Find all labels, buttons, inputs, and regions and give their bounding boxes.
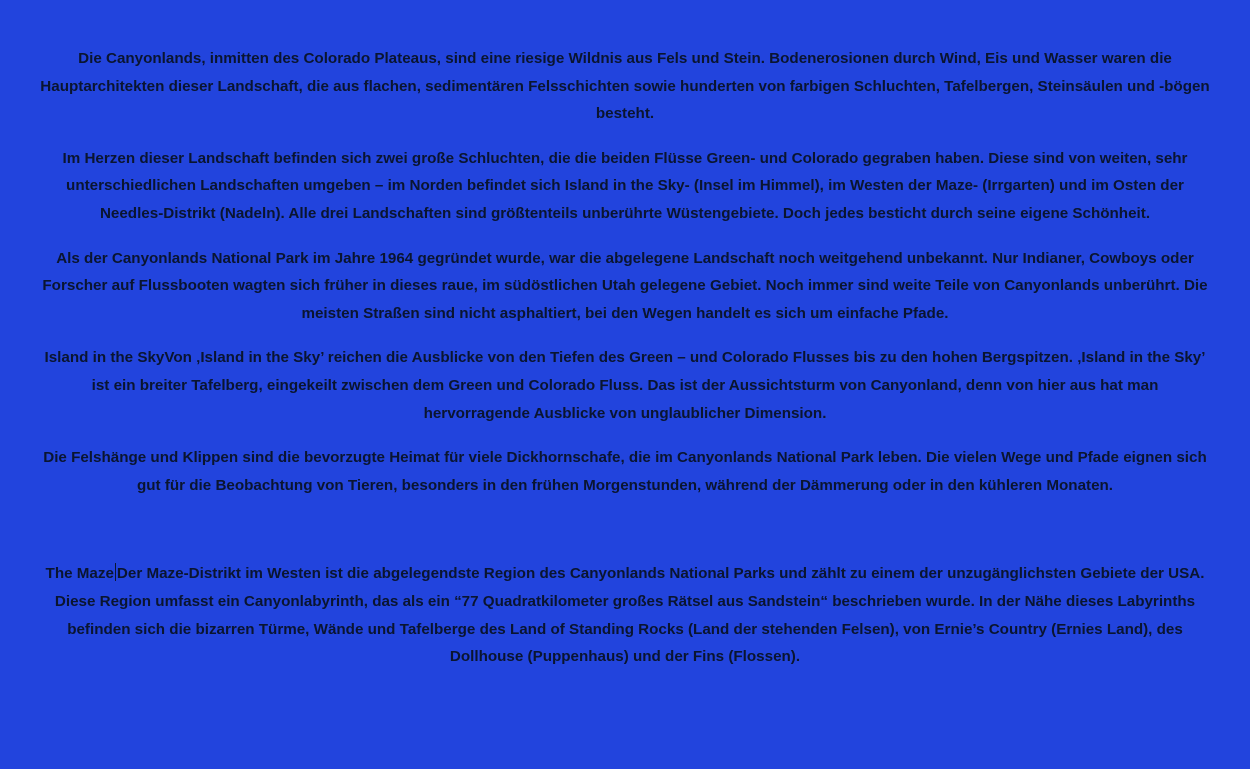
paragraph-bighorn-sheep: Die Felshänge und Klippen sind die bevorzugte Heimat für viele Dickhornschafe, die im Canyonlands National Park leben. Die vielen Wege und Pfade eignen sich gut für die Beobachtung von Tieren, besonders in den frühen Morgenstunden, während der Dämmerung oder in den kühleren Monaten. bbox=[43, 449, 1207, 494]
paragraph-park-founding: Als der Canyonlands National Park im Jahre 1964 gegründet wurde, war die abgelegene Landschaft noch weitgehend unbekannt. Nur Indianer, Cowboys oder Forscher auf Flussbooten wagten sich früher in dieses raue, im südöstlichen Utah gelegene Gebiet. Noch immer sind weite Teile von Canyonlands unberührt. Die meisten Straßen sind nicht asphaltiert, bei den Wegen handelt es sich um einfache Pfade. bbox=[42, 249, 1208, 322]
paragraph-heart-of-landscape: Im Herzen dieser Landschaft befinden sich zwei große Schluchten, die die beiden Flüsse Green- und Colorado gegraben haben. Diese sind von weiten, sehr unterschiedlichen Landschaften umgeben – im Norden befindet sich Island in the Sky- (Insel im Himmel), im Westen der Maze- (Irrgarten) und im Osten der Needles-Distrikt (Nadeln). Alle drei Landschaften sind größtenteils unberührte Wüstengebiete. Doch jedes besticht durch seine eigene Schönheit. bbox=[62, 149, 1188, 222]
text-cursor bbox=[115, 563, 116, 581]
empty-line bbox=[38, 516, 1212, 560]
paragraph-the-maze bbox=[38, 560, 1212, 670]
paragraph-island-in-the-sky: Island in the SkyVon ‚Island in the Sky’ reichen die Ausblicke von den Tiefen des Green – und Colorado Flusses bis zu den hohen Bergspitzen. ‚Island in the Sky’ ist ein breiter Tafelberg, eingekeilt zwischen dem Green und Colorado Fluss. Das ist der Aussichtsturm von Canyonland, denn von hier aus hat man hervorragende Ausblicke von unglaublicher Dimension. bbox=[44, 349, 1206, 422]
paragraph-canyonlands-intro: Die Canyonlands, inmitten des Colorado Plateaus, sind eine riesige Wildnis aus Fels und Stein. Bodenerosionen durch Wind, Eis und Wasser waren die Hauptarchitekten dieser Landschaft, die aus flachen, sedimentären Felsschichten sowie hunderten von farbigen Schluchten, Tafelbergen, Steinsäulen und -bögen besteht. bbox=[40, 50, 1210, 123]
maze-heading-text: The Maze bbox=[45, 565, 114, 583]
maze-body-text: Der Maze-Distrikt im Westen ist die abgelegendste Region des Canyonlands National Parks und zählt zu einem der unzugänglichsten Gebiete der USA. Diese Region umfasst ein Canyonlabyrinth, das als ein “77 Quadratkilometer großes Rätsel aus Sandstein“ beschrieben wurde. In der Nähe dieses Labyrinths befinden sich die bizarren Türme, Wände und Tafelberge des Land of Standing Rocks (Land der stehenden Felsen), von Ernie’s Country (Ernies Land), des Dollhouse (Puppenhaus) und der Fins (Flossen). bbox=[54, 565, 1205, 666]
